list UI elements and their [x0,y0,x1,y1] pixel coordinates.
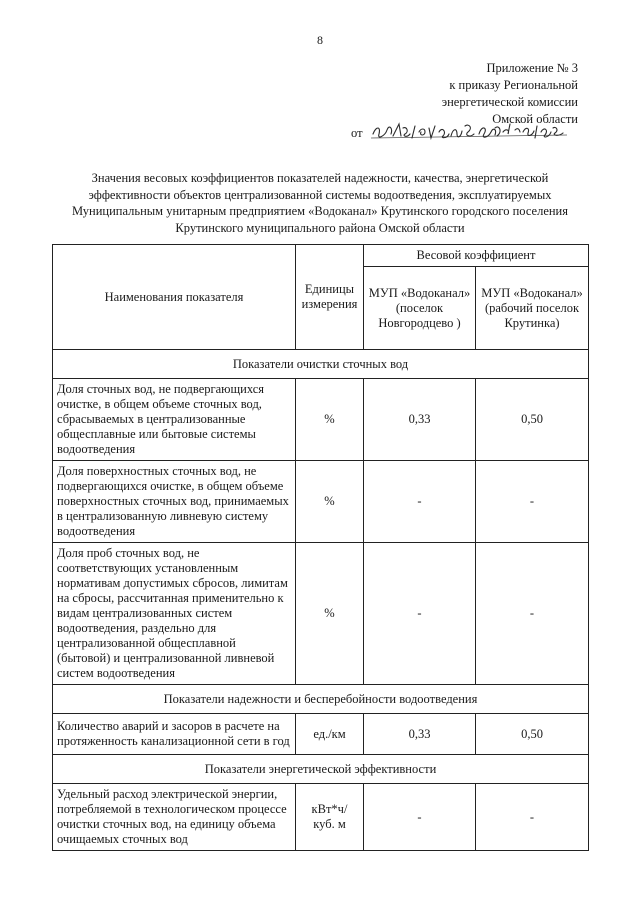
row-value-b: 0,50 [476,714,589,755]
row-name: Удельный расход электрической энергии, потребляемой в технологическом процессе очистки сточных вод, на единицу объема очищаемых сточных вод [53,784,296,851]
table-header-row [53,245,589,267]
row-units: % [296,461,364,543]
appendix-line-1: Приложение № 3 [486,61,578,75]
header-weight: Весовой коэффициент [364,245,589,267]
row-value-b: - [476,543,589,685]
table-row [53,543,589,685]
row-value-b: - [476,784,589,851]
row-value-a: 0,33 [364,714,476,755]
section-row [53,350,589,379]
appendix-line-4: Омской области [492,112,578,126]
header-col-b: МУП «Водоканал» (рабочий поселок Крутинка) [476,267,589,350]
row-value-b: - [476,461,589,543]
row-name: Доля сточных вод, не подвергающихся очистке, в общем объеме сточных вод, сбрасываемых в централизованные общесплавные или бытовые системы водоотведения [53,379,296,461]
handwritten-date-signature [367,118,577,148]
row-value-a: - [364,461,476,543]
row-name: Доля поверхностных сточных вод, не подвергающихся очистке, в общем объеме поверхностных сточных вод, принимаемых в централизованную ливневую систему водоотведения [53,461,296,543]
header-units: Единицы измерения [296,245,364,350]
table-row [53,714,589,755]
row-units: % [296,543,364,685]
row-name: Количество аварий и засоров в расчете на протяженность канализационной сети в год [53,714,296,755]
header-name: Наименования показателя [53,245,296,350]
section-title: Показатели очистки сточных вод [53,350,589,379]
document-title: Значения весовых коэффициентов показателей надежности, качества, энергетической эффективности объектов централизованной системы водоотведения, эксплуатируемых Муниципальным унитарным предприятием «Водоканал» Крутинского городского поселения Крутинского муниципального района Омской области [71,171,568,235]
section-row [53,685,589,714]
table-row [53,784,589,851]
appendix-line-3: энергетической комиссии [441,95,578,109]
section-row [53,755,589,784]
row-value-a: - [364,784,476,851]
section-title: Показатели энергетической эффективности [53,755,589,784]
header-col-a: МУП «Водоканал» (поселок Новгородцево ) [364,267,476,350]
row-name: Доля проб сточных вод, не соответствующих установленным нормативам допустимых сбросов, лимитам на сбросы, рассчитанная применительно к видам централизованных систем водоотведения, раздельно для централизованной общесплавной (бытовой) и централизованной ливневой систем водоотведения [53,543,296,685]
row-value-b: 0,50 [476,379,589,461]
table-row [53,461,589,543]
appendix-line-2: к приказу Региональной [449,78,578,92]
row-units: ед./км [296,714,364,755]
weights-table [52,244,589,851]
section-title: Показатели надежности и бесперебойности водоотведения [53,685,589,714]
page-number: 8 [317,33,323,47]
date-line [303,124,583,144]
row-value-a: 0,33 [364,379,476,461]
table-row [53,379,589,461]
row-units: кВт*ч/ куб. м [296,784,364,851]
row-units: % [296,379,364,461]
date-prefix: от [351,126,363,140]
row-value-a: - [364,543,476,685]
